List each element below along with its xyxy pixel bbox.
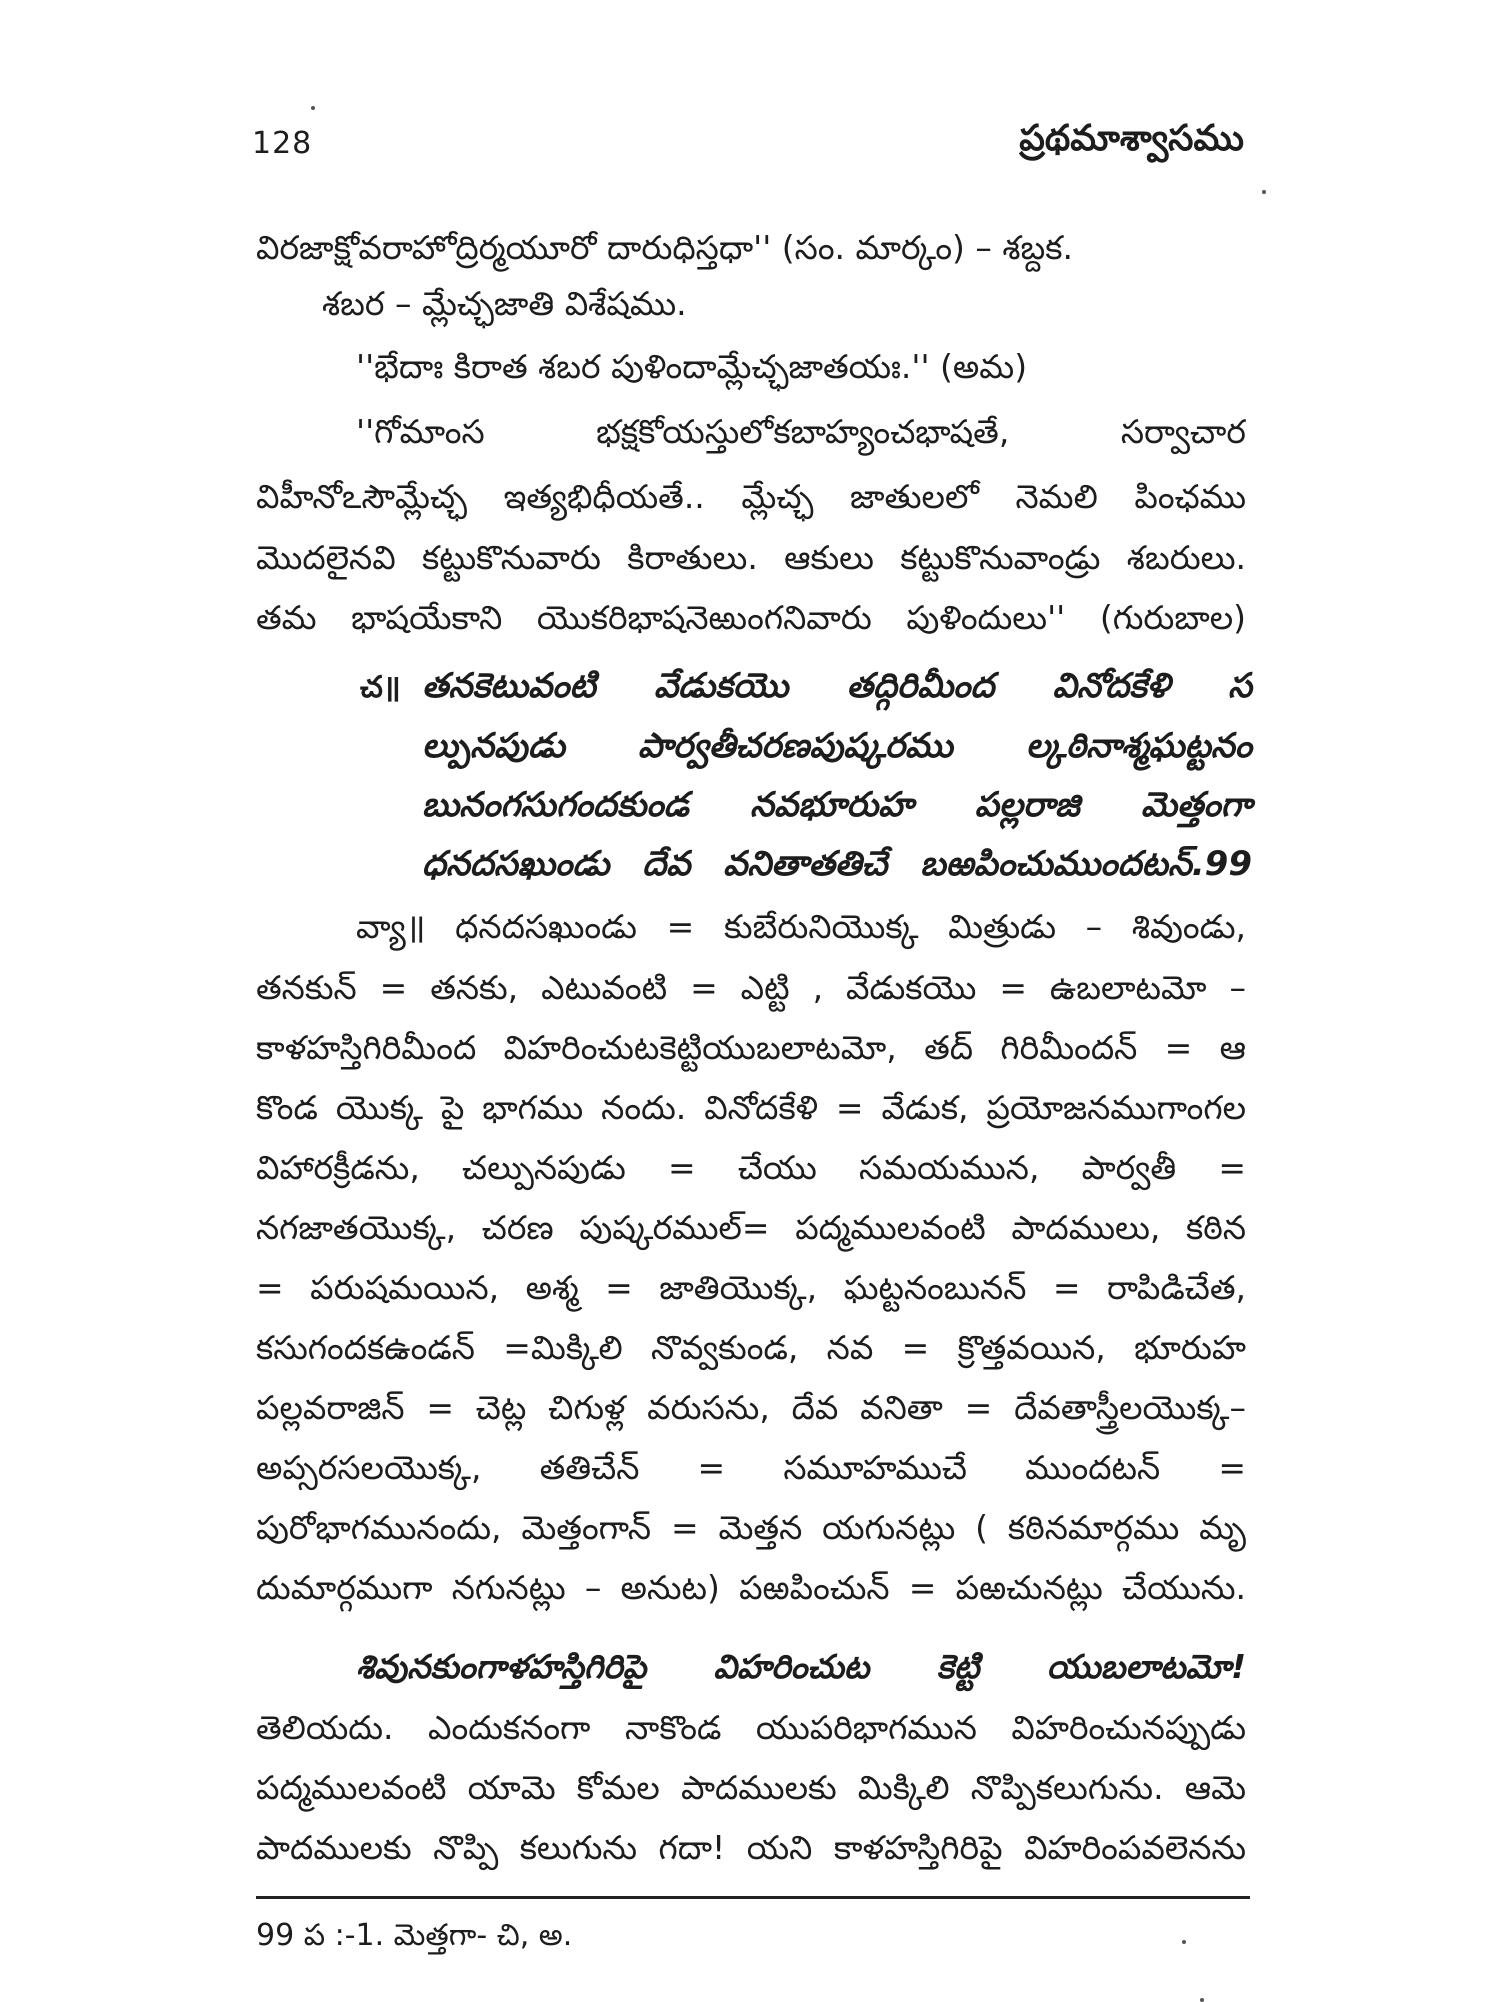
print-speck (1262, 190, 1266, 194)
print-speck (1200, 1998, 1204, 2002)
commentary-line: వ్యా॥ ధనదసఖుండు = కుబేరునియొక్క మిత్రుడు – శివుండు, (356, 907, 1246, 946)
commentary-line: కొండ యొక్క పై భాగము నందు. వినోదకేళి = వేడుక, ప్రయోజనముగాంగల (256, 1088, 1246, 1127)
explanation-line: తెలియదు. ఎందుకనంగా నాకొండ యుపరిభాగమున విహరించునప్పుడు (256, 1708, 1246, 1747)
body-line: ''భేదాః కిరాత శబర పుళిందామ్లేచ్ఛజాతయః.'' (అమ) (356, 347, 1028, 386)
verse-marker: చ॥ (360, 670, 401, 705)
commentary-line: కసుగందకఉండన్ =మిక్కిలి నొవ్వకుండ, నవ = క్రొత్తవయిన, భూరుహ (256, 1328, 1246, 1367)
commentary-line: అప్సరసలయొక్క, తతిచేన్ = సమూహముచే ముందటన్ = (256, 1448, 1246, 1487)
body-line: శబర – మ్లేచ్ఛజాతి విశేషము. (322, 284, 687, 323)
footnote: 99 ప :-1. మెత్తగా- చి, అ. (256, 1918, 573, 1953)
commentary-line: కాళహస్తిగిరిమీంద విహరించుటకెట్టియుబలాటమో, తద్ గిరిమీందన్ = ఆ (256, 1028, 1246, 1067)
body-line: విరజాక్షోవరాహోద్రిర్మయూరో దారుధిస్తధా'' (సం. మార్కం) – శబ్దక. (256, 228, 1074, 267)
running-title: ప్రథమాశ్వాసము (1019, 118, 1244, 159)
commentary-line: విహారక్రీడను, చల్పునపుడు = చేయు సమయమున, పార్వతీ = (256, 1148, 1246, 1187)
commentary-line: దుమార్గముగా నగునట్లు – అనుట) పఱపించున్ = పఱచునట్లు చేయును. (256, 1568, 1246, 1607)
verse-line: ధనదసఖుండు దేవ వనితాతతిచే బఱపించుముందటన్.99 (422, 844, 1252, 884)
verse-line: తనకెటువంటి వేడుకయొ తద్గిరిమీంద వినోదకేళి స (422, 666, 1252, 706)
commentary-line: పల్లవరాజిన్ = చెట్ల చిగుళ్ల వరుసను, దేవ వనితా = దేవతాస్త్రీలయొక్క– (256, 1388, 1246, 1427)
page-number: 128 (252, 126, 313, 161)
body-line: విహీనోఽసౌమ్లేచ్ఛ ఇత్యభిధీయతే.. మ్లేచ్ఛ జాతులలో నెమలి పింఛము (256, 477, 1246, 516)
commentary-line: తనకున్ = తనకు, ఎటువంటి = ఎట్టి , వేడుకయొ = ఉబలాటమో – (256, 968, 1246, 1007)
body-line: తమ భాషయేకాని యొకరిభాషనెఱుంగనివారు పుళిందులు'' (గురుబాల) (256, 598, 1246, 637)
commentary-line: = పరుషమయిన, అశ్మ = జాతియొక్క, ఘట్టనంబునన్ = రాపిడిచేత, (256, 1268, 1246, 1307)
verse-line: ల్పునపుడు పార్వతీచరణపుష్కరము ల్కఠినాశ్మఘట్టనం (422, 726, 1252, 766)
explanation-line: పాదములకు నొప్పి కలుగును గదా! యని కాళహస్తిగిరిపై విహరింపవలెనను (256, 1828, 1246, 1867)
body-line: ''గోమాంస భక్షకోయస్తులోకబాహ్యంచభాషతే, సర్వాచార (356, 412, 1246, 451)
explanation-line: శివునకుంగాళహస్తిగిరిపై విహరించుట కెట్టి యుబలాటమో! (356, 1647, 1246, 1686)
commentary-line: నగజాతయొక్క, చరణ పుష్కరముల్= పద్మములవంటి పాదములు, కఠిన (256, 1208, 1246, 1247)
print-speck (311, 106, 315, 110)
footnote-divider (256, 1896, 1250, 1899)
body-line: మొదలైనవి కట్టుకొనువారు కిరాతులు. ఆకులు కట్టుకొనువాండ్రు శబరులు. (256, 538, 1246, 577)
print-speck (1182, 1940, 1186, 1944)
verse-line: బునంగసుగందకుండ నవభూరుహ పల్లరాజి మెత్తంగా (422, 785, 1252, 825)
commentary-line: పురోభాగమునందు, మెత్తంగాన్ = మెత్తన యగునట్లు ( కఠినమార్గము మృ (256, 1508, 1246, 1547)
explanation-line: పద్మములవంటి యామె కోమల పాదములకు మిక్కిలి నొప్పికలుగును. ఆమె (256, 1768, 1246, 1807)
